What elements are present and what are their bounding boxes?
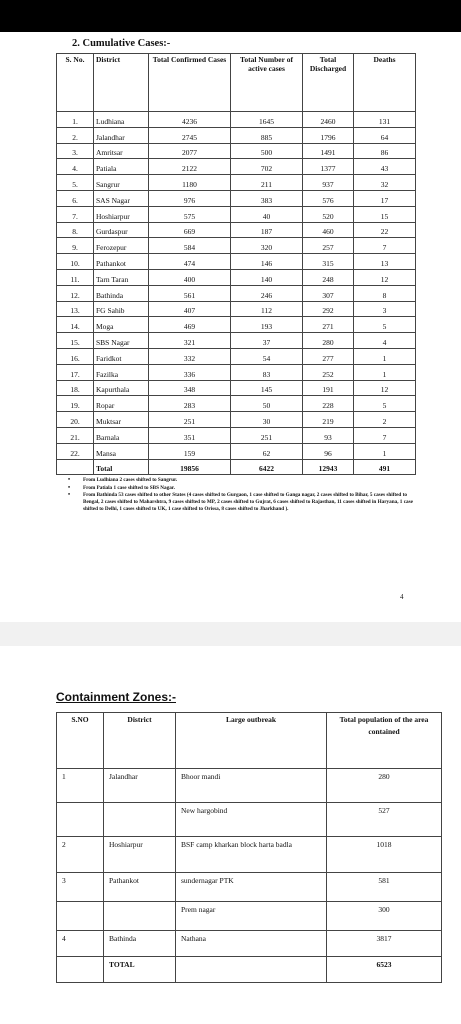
cell-sno <box>57 902 104 931</box>
cell-district: Fazilka <box>94 364 149 380</box>
cell-district: SAS Nagar <box>94 190 149 206</box>
cell-active: 211 <box>231 175 303 191</box>
cell-deaths: 32 <box>354 175 416 191</box>
cell-sno: 2 <box>57 837 104 873</box>
cell-confirmed: 407 <box>149 301 231 317</box>
cell-confirmed: 400 <box>149 269 231 285</box>
cell-deaths: 43 <box>354 159 416 175</box>
table-row <box>57 238 416 254</box>
table-header-row <box>57 54 416 112</box>
cell-confirmed: 4236 <box>149 112 231 128</box>
cell-outbreak: BSF camp kharkan block harta badla <box>176 837 327 873</box>
cell-active: 83 <box>231 364 303 380</box>
cell-discharged: 277 <box>303 348 354 364</box>
table-row <box>57 143 416 159</box>
cell-population: 1018 <box>327 837 442 873</box>
cell-sno: 5. <box>57 175 94 191</box>
top-black-bar <box>0 0 461 32</box>
cell-sno: 22. <box>57 443 94 459</box>
table-row <box>57 427 416 443</box>
cell-discharged: 228 <box>303 396 354 412</box>
cell-deaths: 4 <box>354 333 416 349</box>
cell-district: Jalandhar <box>104 769 176 803</box>
cell-district: Amritsar <box>94 143 149 159</box>
cell-sno: 4 <box>57 931 104 957</box>
table-row <box>57 175 416 191</box>
header-active: Total Number of active cases <box>231 54 303 112</box>
table-row <box>57 112 416 128</box>
cell-sno: 16. <box>57 348 94 364</box>
cell-outbreak: New hargobind <box>176 803 327 837</box>
header-confirmed: Total Confirmed Cases <box>149 54 231 112</box>
cell-confirmed: 575 <box>149 206 231 222</box>
cell-district: Ludhiana <box>94 112 149 128</box>
cell-active: 702 <box>231 159 303 175</box>
cell-confirmed: 2745 <box>149 127 231 143</box>
note-item <box>68 477 413 484</box>
table-row <box>57 190 416 206</box>
header-district: District <box>104 713 176 769</box>
cell-discharged: 280 <box>303 333 354 349</box>
table-row <box>57 902 442 931</box>
cell-sno: 12. <box>57 285 94 301</box>
cell-discharged: 307 <box>303 285 354 301</box>
bullet: • <box>68 484 71 491</box>
cell-active: 140 <box>231 269 303 285</box>
cell-active: 500 <box>231 143 303 159</box>
cell-population: 527 <box>327 803 442 837</box>
cell-sno: 19. <box>57 396 94 412</box>
notes-list <box>68 477 413 513</box>
cell-district: Muktsar <box>94 412 149 428</box>
table-row <box>57 222 416 238</box>
cell-deaths: 7 <box>354 427 416 443</box>
header-discharged: Total Discharged <box>303 54 354 112</box>
cell-confirmed: 584 <box>149 238 231 254</box>
cell-active: 187 <box>231 222 303 238</box>
cell-district: Pathankot <box>94 254 149 270</box>
header-sno: S. No. <box>57 54 94 112</box>
cell-deaths: 5 <box>354 317 416 333</box>
table-row <box>57 254 416 270</box>
cell-district: Tarn Taran <box>94 269 149 285</box>
cell-confirmed: 321 <box>149 333 231 349</box>
table-row <box>57 931 442 957</box>
cell-deaths: 8 <box>354 285 416 301</box>
cell-confirmed: 2077 <box>149 143 231 159</box>
cell-discharged: 520 <box>303 206 354 222</box>
cell-deaths: 17 <box>354 190 416 206</box>
note-text: From Patiala 1 case shifted to SBS Nagar. <box>83 484 175 491</box>
cell-discharged: 191 <box>303 380 354 396</box>
cell-sno: 6. <box>57 190 94 206</box>
containment-title: Containment Zones:- <box>56 690 176 704</box>
total-label: Total <box>94 459 149 474</box>
cell-sno: 18. <box>57 380 94 396</box>
cell-active: 146 <box>231 254 303 270</box>
cell-sno: 13. <box>57 301 94 317</box>
cell-sno: 3 <box>57 873 104 902</box>
total-cell <box>57 459 94 474</box>
cell-deaths: 22 <box>354 222 416 238</box>
cell-confirmed: 351 <box>149 427 231 443</box>
cell-active: 54 <box>231 348 303 364</box>
cell-sno: 11. <box>57 269 94 285</box>
cell-confirmed: 469 <box>149 317 231 333</box>
cell-discharged: 292 <box>303 301 354 317</box>
cell-deaths: 1 <box>354 348 416 364</box>
total-confirmed: 19856 <box>149 459 231 474</box>
table-row <box>57 348 416 364</box>
cell-sno: 2. <box>57 127 94 143</box>
cell-sno: 21. <box>57 427 94 443</box>
cell-active: 62 <box>231 443 303 459</box>
cell-confirmed: 2122 <box>149 159 231 175</box>
cell-confirmed: 251 <box>149 412 231 428</box>
cell-district: Pathankot <box>104 873 176 902</box>
cell-district: Patiala <box>94 159 149 175</box>
table-row <box>57 269 416 285</box>
table-row <box>57 206 416 222</box>
cumulative-cases-table <box>56 53 416 475</box>
note-item <box>68 492 413 513</box>
cell-district: Hoshiarpur <box>104 837 176 873</box>
cell-active: 1645 <box>231 112 303 128</box>
cell-district <box>104 902 176 931</box>
page-separator <box>0 622 461 646</box>
cell-district: SBS Nagar <box>94 333 149 349</box>
cell-discharged: 2460 <box>303 112 354 128</box>
total-label: TOTAL <box>104 957 176 983</box>
table-row <box>57 301 416 317</box>
cell-district: Moga <box>94 317 149 333</box>
total-cell <box>57 957 104 983</box>
table-row <box>57 317 416 333</box>
cell-active: 251 <box>231 427 303 443</box>
cell-discharged: 1796 <box>303 127 354 143</box>
cell-district: FG Sahib <box>94 301 149 317</box>
cell-sno: 3. <box>57 143 94 159</box>
table-row <box>57 837 442 873</box>
cell-district: Hoshiarpur <box>94 206 149 222</box>
cell-deaths: 12 <box>354 269 416 285</box>
page-number: 4 <box>400 593 404 601</box>
cell-district: Mansa <box>94 443 149 459</box>
cell-sno: 14. <box>57 317 94 333</box>
cell-active: 383 <box>231 190 303 206</box>
cell-confirmed: 474 <box>149 254 231 270</box>
table-row <box>57 873 442 902</box>
cell-outbreak: sundernagar PTK <box>176 873 327 902</box>
cell-sno: 7. <box>57 206 94 222</box>
note-text: From Ludhiana 2 cases shifted to Sangrur. <box>83 477 178 483</box>
cell-confirmed: 159 <box>149 443 231 459</box>
cell-district: Gurdaspur <box>94 222 149 238</box>
cell-confirmed: 332 <box>149 348 231 364</box>
bullet: • <box>68 477 71 483</box>
table-row <box>57 127 416 143</box>
section-title: 2. Cumulative Cases:- <box>72 38 171 49</box>
cell-active: 37 <box>231 333 303 349</box>
cell-discharged: 252 <box>303 364 354 380</box>
table-row <box>57 769 442 803</box>
cell-district: Faridkot <box>94 348 149 364</box>
cell-outbreak: Bhoor mandi <box>176 769 327 803</box>
total-population: 6523 <box>327 957 442 983</box>
cell-deaths: 64 <box>354 127 416 143</box>
cell-active: 30 <box>231 412 303 428</box>
cell-outbreak: Prem nagar <box>176 902 327 931</box>
containment-zones-table <box>56 712 442 983</box>
cell-discharged: 937 <box>303 175 354 191</box>
cell-outbreak: Nathana <box>176 931 327 957</box>
cell-active: 40 <box>231 206 303 222</box>
header-outbreak: Large outbreak <box>176 713 327 769</box>
document-page-2 <box>0 646 461 1024</box>
cell-active: 145 <box>231 380 303 396</box>
table-row <box>57 333 416 349</box>
cell-confirmed: 348 <box>149 380 231 396</box>
cell-district <box>104 803 176 837</box>
cell-deaths: 15 <box>354 206 416 222</box>
cell-discharged: 248 <box>303 269 354 285</box>
cell-active: 246 <box>231 285 303 301</box>
cell-deaths: 13 <box>354 254 416 270</box>
table-header-row <box>57 713 442 769</box>
table-row <box>57 443 416 459</box>
cell-deaths: 131 <box>354 112 416 128</box>
cell-confirmed: 976 <box>149 190 231 206</box>
cell-discharged: 315 <box>303 254 354 270</box>
cell-confirmed: 1180 <box>149 175 231 191</box>
cell-population: 3817 <box>327 931 442 957</box>
cell-district: Barnala <box>94 427 149 443</box>
cell-active: 885 <box>231 127 303 143</box>
table-row <box>57 380 416 396</box>
cell-sno: 1. <box>57 112 94 128</box>
table-row <box>57 803 442 837</box>
cell-deaths: 1 <box>354 443 416 459</box>
cell-sno: 1 <box>57 769 104 803</box>
cell-district: Ropar <box>94 396 149 412</box>
total-row <box>57 957 442 983</box>
cell-discharged: 1377 <box>303 159 354 175</box>
cell-sno: 20. <box>57 412 94 428</box>
table-row <box>57 285 416 301</box>
cell-deaths: 2 <box>354 412 416 428</box>
cell-population: 300 <box>327 902 442 931</box>
cell-confirmed: 669 <box>149 222 231 238</box>
cell-deaths: 12 <box>354 380 416 396</box>
cell-confirmed: 561 <box>149 285 231 301</box>
cell-active: 320 <box>231 238 303 254</box>
cell-active: 50 <box>231 396 303 412</box>
cell-district: Jalandhar <box>94 127 149 143</box>
cell-sno: 15. <box>57 333 94 349</box>
cell-discharged: 96 <box>303 443 354 459</box>
cell-population: 581 <box>327 873 442 902</box>
cell-deaths: 5 <box>354 396 416 412</box>
header-population: Total population of the area contained <box>327 713 442 769</box>
cell-active: 112 <box>231 301 303 317</box>
table-row <box>57 412 416 428</box>
cell-discharged: 93 <box>303 427 354 443</box>
cell-district: Ferozepur <box>94 238 149 254</box>
cell-discharged: 271 <box>303 317 354 333</box>
cell-discharged: 257 <box>303 238 354 254</box>
table-row <box>57 396 416 412</box>
cell-active: 193 <box>231 317 303 333</box>
cell-sno: 17. <box>57 364 94 380</box>
header-deaths: Deaths <box>354 54 416 112</box>
cell-discharged: 1491 <box>303 143 354 159</box>
cell-district: Bathinda <box>104 931 176 957</box>
cell-deaths: 7 <box>354 238 416 254</box>
total-row <box>57 459 416 474</box>
note-item <box>68 485 413 492</box>
table-row <box>57 364 416 380</box>
document-page-1 <box>0 32 461 622</box>
cell-sno: 9. <box>57 238 94 254</box>
cell-deaths: 86 <box>354 143 416 159</box>
cell-deaths: 1 <box>354 364 416 380</box>
table-row <box>57 159 416 175</box>
cell-confirmed: 283 <box>149 396 231 412</box>
cell-sno: 10. <box>57 254 94 270</box>
cell-confirmed: 336 <box>149 364 231 380</box>
total-active: 6422 <box>231 459 303 474</box>
cell-district: Bathinda <box>94 285 149 301</box>
cell-discharged: 219 <box>303 412 354 428</box>
cell-sno <box>57 803 104 837</box>
total-cell <box>176 957 327 983</box>
header-sno: S.NO <box>57 713 104 769</box>
cell-deaths: 3 <box>354 301 416 317</box>
cell-district: Kapurthala <box>94 380 149 396</box>
cell-sno: 8. <box>57 222 94 238</box>
cell-population: 280 <box>327 769 442 803</box>
cell-sno: 4. <box>57 159 94 175</box>
total-deaths: 491 <box>354 459 416 474</box>
total-discharged: 12943 <box>303 459 354 474</box>
cell-district: Sangrur <box>94 175 149 191</box>
cell-discharged: 460 <box>303 222 354 238</box>
header-district: District <box>94 54 149 112</box>
bullet: • <box>68 492 71 498</box>
note-text: From Bathinda 53 cases shifted to other States (4 cases shifted to Gurgaon, 1 case shifted to Ganga nagar, 2 cases shifted to Bihar, 5 cases shifted to Bengal, 2 cases shifted to Maharshtra, 9 cases shifted to MP, 2 cases shifted to Gujrat, 6 cases shifted to Rajasthan, 11 cases shifted in Haryana, 1 case shifted to Delhi, 1 cases shifted to UK, 1 case shifted to Orissa, 8 cases shifted to Jharkhand ). <box>83 492 413 512</box>
cell-discharged: 576 <box>303 190 354 206</box>
